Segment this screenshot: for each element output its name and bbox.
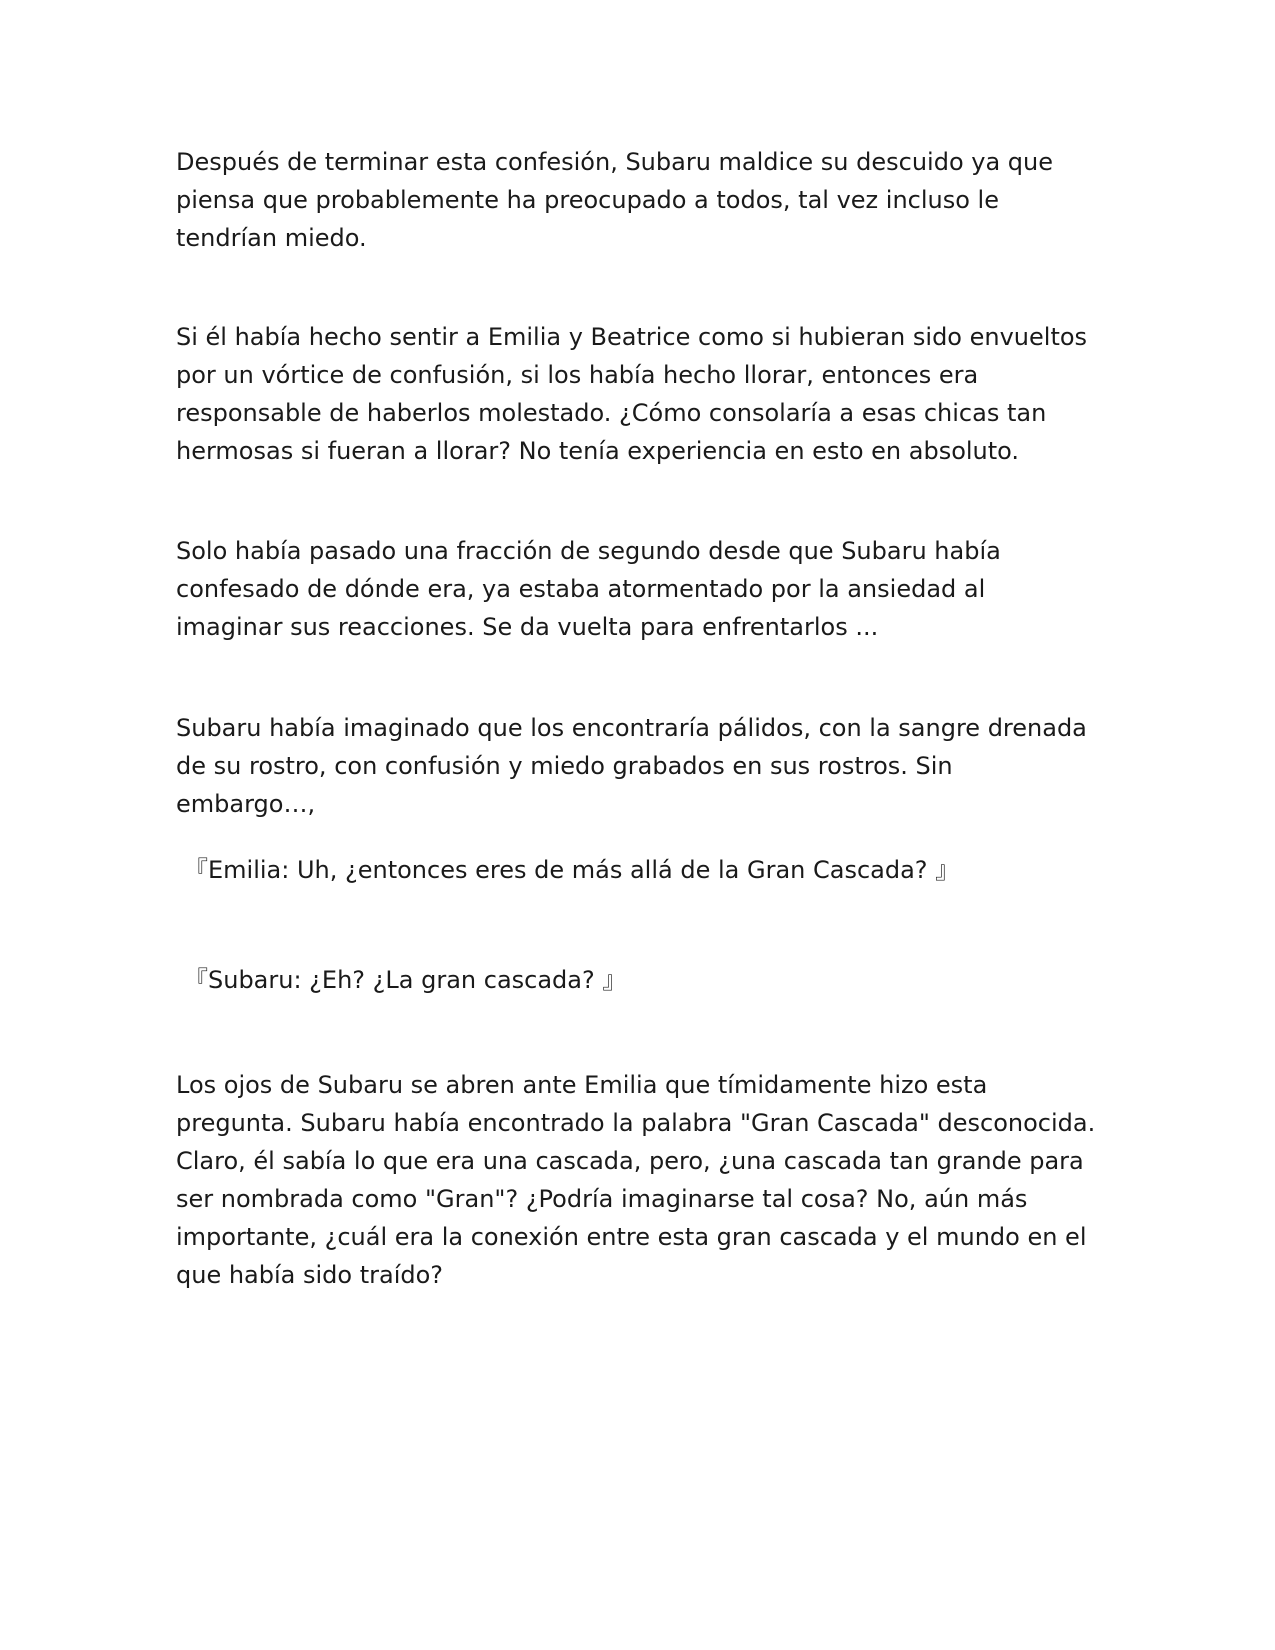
paragraph-emilia-beatrice: Si él había hecho sentir a Emilia y Beatrice como si hubieran sido envueltos por un vórtice de confusión, si los había hecho llorar, entonces era responsable de haberlos molestado. ¿Cómo consolaría a esas chicas tan hermosas si fueran a llorar? No tenía experiencia en esto en absoluto.	[176, 323, 1088, 465]
paragraph-anxiety: Solo había pasado una fracción de segundo desde que Subaru había confesado de dónde era, ya estaba atormentado por la ansiedad al imaginar sus reacciones. Se da vuelta para enfrentarlos ...	[176, 537, 1001, 641]
paragraph-great-waterfall: Los ojos de Subaru se abren ante Emilia que tímidamente hizo esta pregunta. Subaru había encontrado la palabra "Gran Cascada" desconocida. Claro, él sabía lo que era una cascada, pero, ¿una cascada tan grande para ser nombrada como "Gran"? ¿Podría imaginarse tal cosa? No, aún más importante, ¿cuál era la conexión entre esta gran cascada y el mundo en el que había sido traído?	[176, 1071, 1096, 1289]
paragraph-confession: Después de terminar esta confesión, Subaru maldice su descuido ya que piensa que probablemente ha preocupado a todos, tal vez incluso le tendrían miedo.	[176, 148, 1054, 252]
dialogue-subaru: 『Subaru: ¿Eh? ¿La gran cascada? 』	[184, 966, 627, 994]
paragraph-imagined-reaction: Subaru había imaginado que los encontraría pálidos, con la sangre drenada de su rostro, con confusión y miedo grabados en sus rostros. Sin embargo…,	[176, 714, 1087, 818]
dialogue-emilia: 『Emilia: Uh, ¿entonces eres de más allá de la Gran Cascada? 』	[184, 856, 960, 884]
